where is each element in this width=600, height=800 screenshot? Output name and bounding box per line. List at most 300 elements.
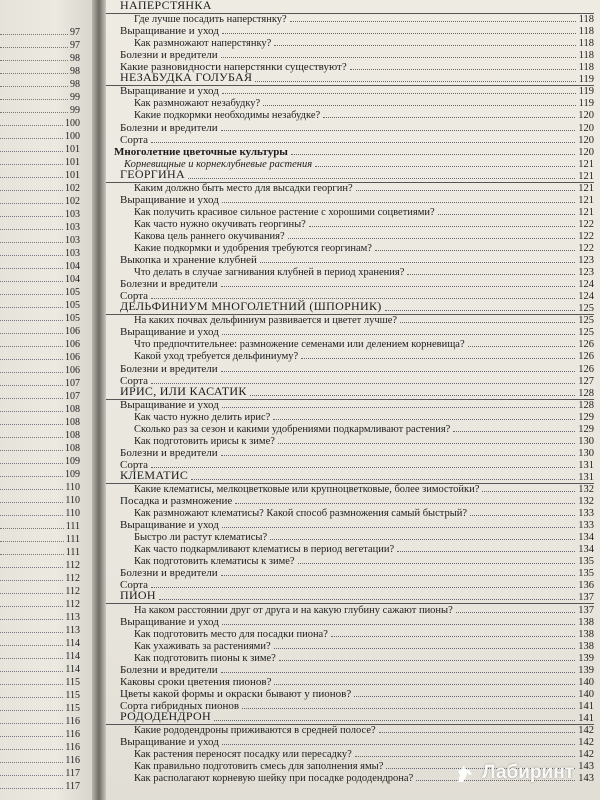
page-number: 114	[65, 638, 80, 649]
page-number: 112	[65, 599, 80, 610]
toc-entry-page: 134	[578, 532, 594, 544]
toc-entry-title: Как размножают незабудку?	[134, 98, 261, 110]
toc-entry-page: 121	[578, 158, 594, 170]
toc-entry-title: Какие разновидности наперстянки существуют?	[120, 61, 347, 74]
toc-entry-page: 119	[578, 86, 594, 98]
toc-entry	[106, 24, 594, 37]
toc-entry-page: 119	[578, 74, 594, 86]
toc-entry-page: 138	[578, 628, 594, 640]
dot-leader	[0, 385, 63, 386]
page-number: 107	[65, 391, 80, 402]
left-page-number	[0, 65, 80, 77]
toc-entry	[106, 325, 594, 338]
page-number: 112	[65, 586, 80, 597]
toc-entry	[106, 12, 594, 25]
dot-leader	[0, 697, 63, 698]
toc-entry-page: 121	[578, 182, 594, 194]
dot-leader	[0, 125, 63, 126]
toc-entry	[106, 193, 594, 206]
dot-leader	[0, 112, 68, 113]
dot-leader	[0, 268, 63, 269]
dot-leader	[323, 117, 575, 118]
left-page-number	[0, 455, 80, 467]
toc-entry-title: Многолетние цветочные культуры	[114, 145, 288, 158]
page-number: 102	[65, 183, 80, 194]
toc-entry-title: Выращивание и уход	[120, 519, 219, 532]
left-page-number	[0, 117, 80, 129]
left-page-number	[0, 52, 80, 64]
toc-entry-title: Как получить красивое сильное растение с хорошими соцветиями?	[134, 206, 435, 218]
toc-entry-page: 122	[578, 243, 594, 254]
page-number: 106	[65, 326, 80, 337]
dot-leader	[288, 238, 576, 239]
toc-entry	[106, 217, 594, 230]
page-number: 115	[65, 690, 80, 701]
dot-leader	[0, 619, 63, 620]
left-page-number	[0, 39, 80, 51]
toc-entry-page: 118	[578, 62, 594, 74]
page-number: 104	[65, 261, 80, 272]
toc-entry-title: Посадка и размножение	[120, 495, 233, 508]
dot-leader	[0, 645, 63, 646]
toc-entry-page: 136	[578, 580, 594, 592]
toc-entry	[106, 205, 594, 218]
page-number: 109	[65, 469, 80, 480]
page-number: 104	[65, 274, 80, 285]
toc-entry	[106, 482, 594, 495]
toc-entry-title: Выращивание и уход	[120, 85, 219, 98]
dot-leader	[290, 21, 576, 22]
toc-entry-title: Каким должно быть место для высадки георгин?	[134, 182, 353, 194]
page-number: 109	[65, 456, 80, 467]
left-page-number	[0, 572, 80, 584]
page-number: 97	[70, 40, 80, 51]
page-number: 116	[65, 742, 80, 753]
toc-entry-page: 129	[578, 411, 594, 423]
dot-leader	[235, 503, 575, 504]
toc-entry	[106, 554, 594, 567]
toc-entry-title: Болезни и вредители	[120, 121, 218, 134]
dot-leader	[0, 658, 63, 659]
dot-leader	[470, 515, 575, 516]
dot-leader	[222, 744, 575, 745]
page-number: 111	[65, 547, 80, 558]
toc-entry	[106, 410, 594, 423]
toc-entry-title: Выращивание и уход	[120, 615, 219, 628]
toc-entry-title: ДЕЛЬФИНИУМ МНОГОЛЕТНИЙ (ШПОРНИК)	[120, 299, 382, 314]
toc-entry-page: 121	[578, 206, 594, 218]
toc-entry-title: Болезни и вредители	[120, 446, 218, 459]
toc-entry-page: 125	[578, 315, 594, 327]
toc-entry-page: 138	[578, 616, 594, 628]
left-page-number	[0, 728, 80, 740]
page-number: 105	[65, 313, 80, 324]
toc-entry-page: 118	[578, 38, 594, 50]
left-page-number	[0, 221, 80, 233]
toc-entry	[106, 675, 594, 688]
page-number: 106	[65, 339, 80, 350]
left-page-number	[0, 403, 80, 415]
toc-entry-page: 128	[578, 399, 594, 411]
dot-leader	[0, 177, 63, 178]
toc-entry	[106, 723, 594, 736]
dot-leader	[331, 636, 575, 637]
toc-entry-title: Корневищные и корнеклубневые растения	[124, 158, 313, 170]
dot-leader	[221, 455, 576, 456]
toc-entry-title: Как подготовить клематисы к зиме?	[134, 556, 295, 568]
toc-entry	[106, 337, 594, 350]
page-number: 103	[65, 235, 80, 246]
toc-entry-title: Как подготовить место для посадки пиона?	[134, 628, 328, 640]
left-page-number	[0, 78, 80, 90]
left-page-number	[0, 416, 80, 428]
toc-entry	[106, 253, 594, 266]
dot-leader	[222, 407, 575, 408]
left-page-number	[0, 247, 80, 259]
toc-entry-page: 142	[578, 725, 594, 736]
dot-leader	[0, 567, 63, 568]
left-page-number	[0, 130, 80, 142]
dot-leader	[0, 515, 63, 516]
dot-leader	[0, 476, 63, 477]
toc-entry-page: 141	[578, 712, 594, 724]
left-page-number	[0, 273, 80, 285]
toc-entry	[106, 687, 594, 700]
toc-entry	[106, 651, 594, 664]
page-number: 108	[65, 404, 80, 415]
left-page-number	[0, 689, 80, 701]
dot-leader	[0, 437, 63, 438]
left-page-number	[0, 533, 80, 545]
dot-leader	[385, 310, 576, 311]
toc-entry-title: Выращивание и уход	[120, 25, 219, 38]
toc-entry-page: 139	[578, 652, 594, 664]
dot-leader	[0, 541, 64, 542]
dot-leader	[0, 151, 63, 152]
left-page-number	[0, 702, 80, 714]
left-page-number	[0, 364, 80, 376]
dot-leader	[273, 419, 575, 420]
toc-entry-page: 141	[578, 700, 594, 712]
dot-leader	[274, 45, 575, 46]
left-page-number	[0, 26, 80, 38]
page-number: 100	[65, 118, 80, 129]
toc-entry	[106, 506, 594, 519]
toc-entry-title: Выращивание и уход	[120, 736, 219, 749]
page-number: 106	[65, 365, 80, 376]
dot-leader	[0, 554, 64, 555]
toc-entry-title: Что делать в случае загнивания клубней в период хранения?	[134, 267, 405, 279]
left-page-number	[0, 624, 80, 636]
dot-leader	[191, 479, 575, 480]
page-number: 98	[70, 79, 80, 90]
toc-entry-title: НЕЗАБУДКА ГОЛУБАЯ	[120, 70, 253, 85]
dot-leader	[0, 372, 63, 373]
dot-leader	[0, 593, 63, 594]
dot-leader	[250, 395, 576, 396]
toc-entry-title: Как подготовить пионы к зиме?	[134, 652, 276, 664]
toc-entry	[106, 36, 594, 49]
toc-entry	[106, 265, 594, 278]
page-number: 108	[65, 443, 80, 454]
left-page-number	[0, 104, 80, 116]
dot-leader	[298, 563, 576, 564]
toc-entry-page: 130	[578, 435, 594, 447]
toc-entry	[106, 48, 594, 61]
watermark-labirint	[454, 762, 574, 784]
left-page-number	[0, 169, 80, 181]
toc-entry	[106, 434, 594, 447]
page-number: 97	[70, 27, 80, 38]
toc-entry-page: 133	[578, 520, 594, 532]
toc-entry-page: 142	[578, 749, 594, 761]
dot-leader	[278, 443, 575, 444]
page-number: 117	[65, 768, 80, 779]
dot-leader	[0, 320, 63, 321]
toc-entry-page: 133	[578, 508, 594, 520]
toc-entry	[106, 639, 594, 652]
dot-leader	[263, 105, 575, 106]
toc-entry-page: 124	[578, 279, 594, 291]
left-page-number	[0, 520, 80, 532]
toc-entry-page: 125	[578, 303, 594, 315]
left-page-number	[0, 390, 80, 402]
toc-entry-title: Какие подкормки и удобрения требуются георгинам?	[134, 243, 372, 254]
dot-leader	[0, 749, 63, 750]
left-page-number	[0, 312, 80, 324]
toc-entry-page: 138	[578, 640, 594, 652]
dot-leader	[255, 81, 575, 82]
dot-leader	[0, 424, 63, 425]
dot-leader	[309, 226, 575, 227]
page-number: 111	[65, 534, 80, 545]
page-number: 115	[65, 703, 80, 714]
dot-leader	[0, 684, 63, 685]
left-page-number	[0, 351, 80, 363]
page-number: 98	[70, 66, 80, 77]
toc-entry	[106, 398, 594, 411]
page-number: 117	[65, 781, 80, 792]
toc-entry-page: 143	[578, 773, 594, 785]
toc-entry-title: Какова цель раннего окучивания?	[134, 230, 285, 242]
left-page-number	[0, 234, 80, 246]
dot-leader	[221, 672, 576, 673]
page-number: 103	[65, 248, 80, 259]
toc-entry-page: 143	[578, 761, 594, 773]
left-page-number	[0, 507, 80, 519]
dot-leader	[0, 73, 68, 74]
toc-entry-title: Сорта	[120, 290, 149, 303]
page-number: 100	[65, 131, 80, 142]
left-page-number	[0, 611, 80, 623]
dot-leader	[0, 229, 63, 230]
dot-leader	[468, 346, 576, 347]
toc-entry-page: 131	[578, 459, 594, 471]
toc-entry-page: 126	[578, 339, 594, 351]
left-page-number	[0, 429, 80, 441]
toc-entry-title: Как часто нужно окучивать георгины?	[134, 218, 306, 230]
toc-entry-page: 132	[578, 484, 594, 495]
dot-leader	[355, 756, 576, 757]
dot-leader	[0, 86, 68, 87]
left-page-number	[0, 91, 80, 103]
dot-leader	[222, 334, 575, 335]
toc-entry	[106, 615, 594, 628]
left-page-number	[0, 585, 80, 597]
page-number: 105	[65, 300, 80, 311]
toc-entry-title: Цветы какой формы и окраски бывают у пионов?	[120, 687, 352, 700]
toc-entry-title: Как располагают корневую шейку при посадке рододендрона?	[134, 773, 414, 785]
dot-leader	[0, 307, 63, 308]
dot-leader	[0, 788, 63, 789]
dot-leader	[274, 648, 576, 649]
dot-leader	[0, 580, 63, 581]
toc-entry-title: Сорта	[120, 133, 149, 146]
toc-entry-title: Сорта	[120, 374, 149, 387]
left-page-number	[0, 637, 80, 649]
dot-leader	[0, 632, 63, 633]
toc-entry-title: На каком расстоянии друг от друга и на какую глубину сажают пионы?	[134, 604, 453, 616]
dot-leader	[453, 431, 575, 432]
toc-entry	[106, 96, 594, 109]
right-page	[106, 0, 600, 800]
dot-leader	[350, 69, 576, 70]
toc-entry-title: Сорта	[120, 579, 149, 592]
dot-leader	[0, 606, 63, 607]
page-number: 110	[65, 508, 80, 519]
book-gutter	[92, 0, 106, 800]
page-number: 116	[65, 755, 80, 766]
dot-leader	[482, 491, 575, 492]
left-page-number	[0, 650, 80, 662]
left-page-number	[0, 494, 80, 506]
dot-leader	[0, 736, 63, 737]
page-number: 103	[65, 209, 80, 220]
dot-leader	[0, 359, 63, 360]
toc-entry	[106, 530, 594, 543]
toc-entry-title: На каких почвах дельфиниум развивается и цветет лучше?	[134, 315, 398, 327]
dot-leader	[222, 93, 576, 94]
toc-entry-title: Как часто подкармливают клематисы в период вегетации?	[134, 544, 395, 556]
toc-entry-title: Сорта гибридных пионов	[120, 699, 240, 712]
toc-entry-title: Быстро ли растут клематисы?	[134, 532, 268, 544]
toc-entry-page: 120	[578, 134, 594, 146]
toc-entry	[106, 277, 594, 290]
page-number: 107	[65, 378, 80, 389]
dot-leader	[214, 720, 575, 721]
dot-leader	[0, 281, 63, 282]
toc-entry-title: Какие клематисы, мелкоцветковые или крупноцветковые, более зимостойки?	[134, 484, 480, 495]
toc-entry-page: 119	[578, 98, 594, 110]
toc-entry-page: 140	[578, 688, 594, 700]
dot-leader	[0, 398, 63, 399]
toc-entry-page: 135	[578, 568, 594, 580]
dot-leader	[242, 708, 575, 709]
dot-leader	[159, 599, 575, 600]
toc-entry-title: Какие подкормки необходимы незабудке?	[134, 110, 321, 122]
dot-leader	[0, 164, 63, 165]
toc-entry-page: 132	[578, 496, 594, 508]
toc-entry-title: ГЕОРГИНА	[120, 166, 185, 181]
dot-leader	[0, 710, 63, 711]
dot-leader	[0, 671, 63, 672]
dot-leader	[221, 286, 576, 287]
page-number: 98	[70, 53, 80, 64]
toc-entry-title: Каковы сроки цветения пионов?	[120, 675, 272, 688]
toc-entry	[106, 542, 594, 555]
toc-entry	[106, 446, 594, 459]
dot-leader	[0, 463, 63, 464]
page-number: 101	[65, 170, 80, 181]
toc-entry	[106, 747, 594, 760]
toc-entry-page: 123	[578, 255, 594, 267]
left-page-number	[0, 260, 80, 272]
dot-leader	[0, 138, 63, 139]
left-page-number	[0, 780, 80, 792]
dot-leader	[270, 539, 575, 540]
toc-entry-page: 122	[578, 218, 594, 230]
dot-leader	[260, 262, 575, 263]
toc-entry	[106, 181, 594, 194]
toc-entry-title: Что предпочтительнее: размножение семенами или делением корневища?	[134, 339, 465, 351]
page-number: 99	[70, 105, 80, 116]
dot-leader	[151, 587, 575, 588]
dot-leader	[0, 723, 63, 724]
toc-entry-page: 123	[578, 267, 594, 279]
toc-entry-page: 121	[578, 194, 594, 206]
dot-leader	[0, 489, 63, 490]
left-page-number	[0, 208, 80, 220]
page-number: 115	[65, 677, 80, 688]
dot-leader	[221, 371, 576, 372]
toc-entry	[106, 229, 594, 242]
toc-entry-title: Как размножают наперстянку?	[134, 38, 272, 50]
dot-leader	[151, 467, 575, 468]
left-page-number	[0, 195, 80, 207]
left-page-number	[0, 286, 80, 298]
toc-entry	[106, 362, 594, 375]
toc-entry	[106, 313, 594, 326]
toc-entry	[106, 422, 594, 435]
toc-entry-title: Какие рододендроны приживаются в средней полосе?	[134, 725, 376, 736]
toc-entry-title: Сорта	[120, 458, 149, 471]
dot-leader	[0, 346, 63, 347]
toc-entry-title: Болезни и вредители	[120, 567, 218, 580]
dot-leader	[279, 660, 575, 661]
dot-leader	[0, 203, 63, 204]
dot-leader	[0, 333, 63, 334]
toc-entry-title: Болезни и вредители	[120, 278, 218, 291]
page-number: 110	[65, 482, 80, 493]
page-number: 110	[65, 495, 80, 506]
toc-entry-page: 120	[578, 146, 594, 158]
left-page-number	[0, 754, 80, 766]
toc-entry	[106, 627, 594, 640]
page-number: 113	[65, 625, 80, 636]
dot-leader	[407, 274, 575, 275]
dot-leader	[291, 154, 575, 155]
toc-entry	[106, 603, 594, 616]
toc-entry-title: ПИОН	[120, 588, 156, 603]
toc-entry-title: Как правильно подготовить смесь для заполнения ямы?	[134, 761, 384, 773]
toc-entry-page: 134	[578, 544, 594, 556]
dot-leader	[315, 166, 575, 167]
left-page-number	[0, 143, 80, 155]
toc-entry-title: Выращивание и уход	[120, 193, 219, 206]
toc-entry-page: 122	[578, 230, 594, 242]
left-page-number	[0, 338, 80, 350]
dot-leader	[222, 527, 575, 528]
